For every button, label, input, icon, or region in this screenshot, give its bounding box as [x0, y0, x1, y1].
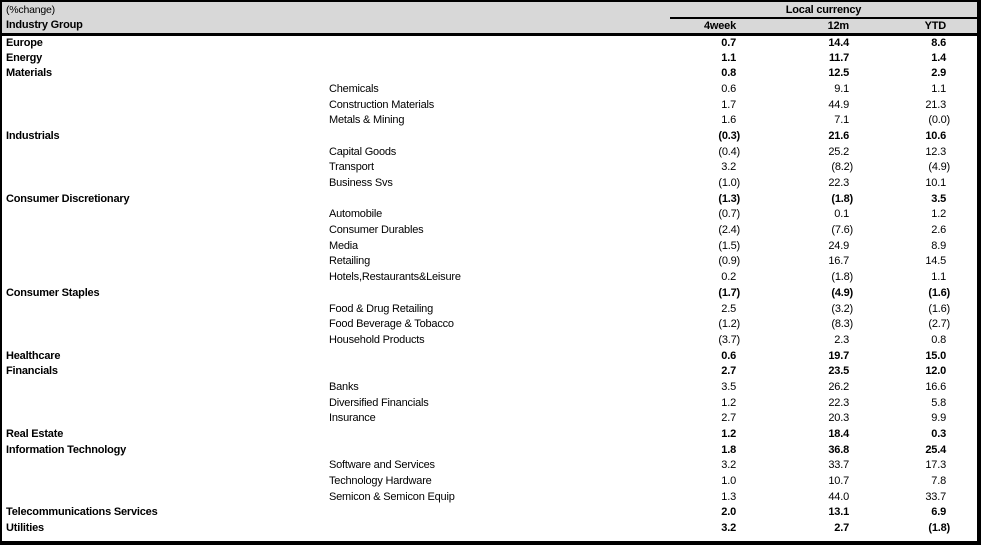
cell-4week: (0.9): [718, 255, 740, 268]
cell-4week: (1.2): [718, 318, 740, 331]
cell-4week: 2.0: [721, 506, 736, 519]
row-label: Consumer Staples: [6, 286, 100, 299]
cell-4week: 1.8: [721, 443, 736, 456]
cell-4week: 0.7: [721, 36, 736, 49]
spacer-cell: [953, 520, 977, 536]
table-row: [2, 285, 977, 301]
row-label: Software and Services: [329, 459, 435, 472]
table-row: [2, 520, 977, 536]
row-label: Industrials: [6, 129, 60, 142]
cell-ytd: 2.6: [931, 224, 946, 237]
cell-12m: 18.4: [828, 428, 849, 441]
row-label: Materials: [6, 67, 52, 80]
table-body: [2, 34, 977, 536]
header-row-units: [2, 2, 977, 18]
cell-ytd: 3.5: [931, 192, 946, 205]
cell-ytd: 1.1: [931, 82, 946, 95]
cell-12m: 24.9: [828, 239, 849, 252]
spacer-cell: [953, 458, 977, 474]
row-label: Technology Hardware: [329, 475, 432, 488]
row-label: Consumer Durables: [329, 224, 424, 237]
cell-ytd: 6.9: [931, 506, 946, 519]
cell-12m: 26.2: [828, 380, 849, 393]
cell-ytd: 7.8: [931, 475, 946, 488]
cell-12m: 13.1: [828, 506, 849, 519]
cell-ytd: 12.0: [925, 365, 946, 378]
cell-4week: (0.4): [718, 145, 740, 158]
cell-4week: 1.7: [721, 98, 736, 111]
cell-ytd: 8.9: [931, 239, 946, 252]
row-label: Chemicals: [329, 82, 379, 95]
table-row: [2, 458, 977, 474]
table-row: [2, 426, 977, 442]
cell-ytd: (1.6): [928, 286, 950, 299]
cell-12m: 9.1: [834, 82, 849, 95]
row-label: Media: [329, 239, 358, 252]
table-header: [2, 2, 977, 34]
table-row: [2, 348, 977, 364]
row-label: Banks: [329, 380, 359, 393]
row-label: Hotels,Restaurants&Leisure: [329, 271, 461, 284]
cell-12m: 23.5: [828, 365, 849, 378]
spacer-cell: [953, 489, 977, 505]
cell-12m: 25.2: [828, 145, 849, 158]
cell-ytd: 33.7: [925, 490, 946, 503]
spacer-cell: [953, 301, 977, 317]
cell-ytd: 0.3: [931, 428, 946, 441]
cell-4week: 1.2: [721, 396, 736, 409]
cell-4week: (3.7): [718, 333, 740, 346]
table-row: [2, 65, 977, 81]
row-label: Construction Materials: [329, 98, 435, 111]
table-row: [2, 395, 977, 411]
cell-4week: (1.0): [718, 177, 740, 190]
col-header-12m: 12m: [744, 18, 856, 34]
cell-4week: 1.2: [721, 428, 736, 441]
industry-group-header: Industry Group: [2, 18, 670, 34]
cell-4week: 3.2: [721, 459, 736, 472]
spacer-cell: [953, 316, 977, 332]
row-label: Diversified Financials: [329, 396, 429, 409]
cell-4week: 2.7: [721, 365, 736, 378]
cell-12m: (8.3): [831, 318, 853, 331]
table-row: [2, 128, 977, 144]
cell-ytd: 17.3: [925, 459, 946, 472]
cell-ytd: 5.8: [931, 396, 946, 409]
spacer-cell: [953, 50, 977, 66]
cell-4week: 3.2: [721, 522, 736, 535]
cell-12m: 11.7: [828, 51, 849, 64]
cell-4week: (1.5): [718, 239, 740, 252]
row-label: Retailing: [329, 255, 371, 268]
col-header-4week: 4week: [670, 18, 744, 34]
cell-ytd: 16.6: [925, 380, 946, 393]
col-header-ytd: YTD: [856, 18, 953, 34]
table-row: [2, 316, 977, 332]
cell-ytd: 25.4: [925, 443, 946, 456]
cell-4week: 2.5: [721, 302, 736, 315]
row-label: Food & Drug Retailing: [329, 302, 434, 315]
cell-ytd: 12.3: [925, 145, 946, 158]
cell-ytd: 1.1: [931, 271, 946, 284]
cell-4week: 0.6: [721, 349, 736, 362]
cell-ytd: (0.0): [928, 114, 950, 127]
cell-12m: (3.2): [831, 302, 853, 315]
table-row: [2, 269, 977, 285]
table-row: [2, 379, 977, 395]
cell-ytd: 14.5: [925, 255, 946, 268]
cell-ytd: (1.8): [928, 522, 950, 535]
spacer-cell: [953, 207, 977, 223]
table-row: [2, 207, 977, 223]
table-row: [2, 505, 977, 521]
spacer-cell: [953, 18, 977, 34]
table-row: [2, 50, 977, 66]
table-row: [2, 34, 977, 50]
table-row: [2, 144, 977, 160]
row-label: Automobile: [329, 208, 383, 221]
cell-ytd: 1.4: [931, 51, 946, 64]
table-row: [2, 222, 977, 238]
cell-4week: 0.6: [721, 82, 736, 95]
cell-ytd: 0.8: [931, 333, 946, 346]
table-row: [2, 442, 977, 458]
row-label: Information Technology: [6, 443, 127, 456]
cell-12m: (8.2): [831, 161, 853, 174]
row-label: Transport: [329, 161, 374, 174]
row-label: Consumer Discretionary: [6, 192, 130, 205]
table-row: [2, 112, 977, 128]
spacer-cell: [953, 363, 977, 379]
table-row: [2, 81, 977, 97]
spacer-cell: [953, 442, 977, 458]
performance-table: [2, 2, 977, 536]
cell-ytd: 1.2: [931, 208, 946, 221]
cell-12m: 36.8: [828, 443, 849, 456]
spacer-cell: [953, 332, 977, 348]
header-row-columns: [2, 18, 977, 34]
table-row: [2, 363, 977, 379]
cell-12m: 12.5: [828, 67, 849, 80]
spacer-cell: [953, 473, 977, 489]
percent-change-label: (%change): [2, 2, 670, 18]
cell-ytd: (2.7): [928, 318, 950, 331]
cell-4week: (0.3): [718, 129, 740, 142]
cell-4week: 3.5: [721, 380, 736, 393]
spacer-cell: [953, 285, 977, 301]
row-label: Insurance: [329, 412, 376, 425]
row-label: Metals & Mining: [329, 114, 405, 127]
cell-4week: (1.3): [718, 192, 740, 205]
cell-4week: 1.3: [721, 490, 736, 503]
cell-ytd: 2.9: [931, 67, 946, 80]
cell-4week: 1.1: [721, 51, 736, 64]
cell-ytd: 10.1: [925, 177, 946, 190]
row-label: Real Estate: [6, 428, 64, 441]
spacer-cell: [953, 112, 977, 128]
spacer-cell: [953, 238, 977, 254]
table-row: [2, 97, 977, 113]
row-label: Business Svs: [329, 177, 393, 190]
cell-12m: 22.3: [828, 177, 849, 190]
spacer-cell: [953, 348, 977, 364]
cell-4week: 0.2: [721, 271, 736, 284]
table-row: [2, 160, 977, 176]
cell-12m: 44.9: [828, 98, 849, 111]
cell-ytd: 8.6: [931, 36, 946, 49]
table-row: [2, 301, 977, 317]
row-label: Utilities: [6, 522, 44, 535]
cell-12m: 33.7: [828, 459, 849, 472]
cell-ytd: 10.6: [925, 129, 946, 142]
row-label: Capital Goods: [329, 145, 397, 158]
cell-12m: 7.1: [834, 114, 849, 127]
spacer-cell: [953, 395, 977, 411]
table-row: [2, 191, 977, 207]
spacer-cell: [953, 505, 977, 521]
row-label: Telecommunications Services: [6, 506, 158, 519]
spacer-cell: [953, 269, 977, 285]
row-label: Energy: [6, 51, 43, 64]
cell-12m: (7.6): [831, 224, 853, 237]
table-row: [2, 175, 977, 191]
cell-12m: 10.7: [828, 475, 849, 488]
spacer-cell: [953, 426, 977, 442]
cell-ytd: 15.0: [925, 349, 946, 362]
row-label: Financials: [6, 365, 58, 378]
table-row: [2, 473, 977, 489]
cell-12m: 20.3: [828, 412, 849, 425]
cell-ytd: 21.3: [925, 98, 946, 111]
cell-4week: 3.2: [721, 161, 736, 174]
row-label: Food Beverage & Tobacco: [329, 318, 454, 331]
spacer-cell: [953, 379, 977, 395]
cell-12m: (1.8): [831, 192, 853, 205]
spacer-cell: [953, 254, 977, 270]
cell-12m: 16.7: [828, 255, 849, 268]
cell-ytd: (4.9): [928, 161, 950, 174]
table-row: [2, 332, 977, 348]
spacer-cell: [953, 97, 977, 113]
spacer-cell: [953, 128, 977, 144]
table-row: [2, 238, 977, 254]
spacer-cell: [953, 144, 977, 160]
cell-4week: 1.0: [721, 475, 736, 488]
row-label: Semicon & Semicon Equip: [329, 490, 455, 503]
row-label: Europe: [6, 36, 43, 49]
local-currency-header: Local currency: [670, 2, 977, 18]
cell-4week: 0.8: [721, 67, 736, 80]
table-row: [2, 411, 977, 427]
row-label: Healthcare: [6, 349, 61, 362]
table-row: [2, 489, 977, 505]
cell-12m: (1.8): [831, 271, 853, 284]
cell-12m: 44.0: [828, 490, 849, 503]
spacer-cell: [953, 81, 977, 97]
spacer-cell: [953, 175, 977, 191]
spacer-cell: [953, 160, 977, 176]
cell-12m: 22.3: [828, 396, 849, 409]
cell-4week: 2.7: [721, 412, 736, 425]
cell-12m: 2.3: [834, 333, 849, 346]
cell-12m: 14.4: [828, 36, 849, 49]
cell-12m: 19.7: [828, 349, 849, 362]
cell-12m: 0.1: [834, 208, 849, 221]
cell-12m: 2.7: [834, 522, 849, 535]
spacer-cell: [953, 65, 977, 81]
table-row: [2, 254, 977, 270]
spacer-cell: [953, 411, 977, 427]
cell-ytd: 9.9: [931, 412, 946, 425]
spacer-cell: [953, 34, 977, 50]
spacer-cell: [953, 222, 977, 238]
cell-4week: (2.4): [718, 224, 740, 237]
cell-ytd: (1.6): [928, 302, 950, 315]
row-label: Household Products: [329, 333, 425, 346]
cell-12m: 21.6: [828, 129, 849, 142]
cell-4week: (1.7): [718, 286, 740, 299]
cell-4week: 1.6: [721, 114, 736, 127]
cell-4week: (0.7): [718, 208, 740, 221]
spacer-cell: [953, 191, 977, 207]
cell-12m: (4.9): [831, 286, 853, 299]
